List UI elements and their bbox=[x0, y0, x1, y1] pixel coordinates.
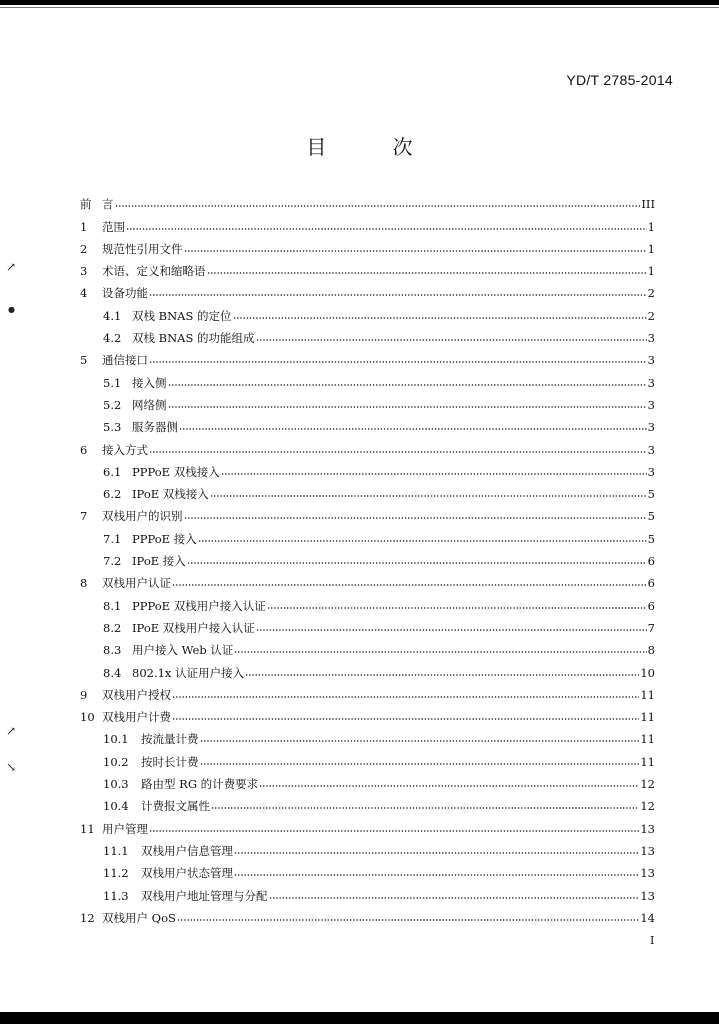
toc-entry-label: IPoE 双栈用户接入认证 bbox=[132, 620, 255, 635]
scan-mark: ↗ bbox=[6, 260, 17, 274]
top-thin-rule bbox=[0, 7, 719, 8]
toc-dot-leader bbox=[126, 227, 647, 231]
toc-dot-leader bbox=[233, 316, 647, 320]
toc-entry-number: 8.1 bbox=[103, 598, 122, 613]
toc-entry-page: 11 bbox=[640, 732, 655, 747]
toc-entry-page: 3 bbox=[647, 420, 655, 435]
toc-entry-label: IPoE 双栈接入 bbox=[132, 487, 209, 502]
toc-entry-number: 9 bbox=[80, 687, 88, 702]
toc-dot-leader bbox=[267, 606, 647, 610]
toc-entry-page: 7 bbox=[647, 620, 655, 635]
toc-entry[interactable] bbox=[80, 813, 655, 835]
toc-entry-page: 3 bbox=[647, 464, 655, 479]
toc-entry[interactable] bbox=[80, 568, 655, 590]
toc-entry-number: 5.1 bbox=[103, 375, 122, 390]
page-title: 目 次 bbox=[306, 135, 443, 159]
toc-dot-leader bbox=[234, 650, 646, 654]
toc-entry[interactable] bbox=[80, 390, 655, 412]
toc-entry-number: 8 bbox=[80, 576, 88, 591]
toc-dot-leader bbox=[184, 516, 647, 520]
toc-entry-number: 前 bbox=[80, 197, 92, 212]
toc-entry-page: 6 bbox=[647, 598, 655, 613]
toc-entry-page: 2 bbox=[647, 308, 655, 323]
toc-entry[interactable] bbox=[80, 479, 655, 501]
toc-entry-label: 双栈用户的识别 bbox=[102, 509, 183, 524]
toc-entry[interactable] bbox=[80, 880, 655, 902]
toc-entry[interactable] bbox=[80, 211, 655, 233]
toc-entry-page: 3 bbox=[647, 353, 655, 368]
toc-entry-label: PPPoE 接入 bbox=[132, 531, 197, 546]
toc-entry-number: 12 bbox=[80, 910, 95, 925]
toc-dot-leader bbox=[149, 293, 647, 297]
toc-entry-page: 13 bbox=[640, 866, 655, 881]
toc-dot-leader bbox=[168, 405, 647, 409]
toc-entry[interactable] bbox=[80, 746, 655, 768]
toc-dot-leader bbox=[179, 427, 647, 431]
toc-dot-leader bbox=[149, 829, 639, 833]
toc-entry-page: 13 bbox=[640, 843, 655, 858]
bottom-border-rule bbox=[0, 1012, 719, 1024]
toc-entry-number: 10.4 bbox=[103, 799, 129, 814]
toc-dot-leader bbox=[187, 561, 647, 565]
toc-entry[interactable] bbox=[80, 702, 655, 724]
toc-dot-leader bbox=[184, 249, 647, 253]
toc-dot-leader bbox=[172, 583, 647, 587]
toc-dot-leader bbox=[177, 918, 639, 922]
toc-entry[interactable] bbox=[80, 457, 655, 479]
toc-entry-number: 10.2 bbox=[103, 754, 129, 769]
toc-dot-leader bbox=[210, 494, 647, 498]
toc-entry-label: 双栈用户 QoS bbox=[102, 910, 176, 925]
table-of-contents bbox=[80, 189, 655, 925]
toc-entry[interactable] bbox=[80, 836, 655, 858]
toc-entry[interactable] bbox=[80, 278, 655, 300]
toc-entry[interactable] bbox=[80, 769, 655, 791]
toc-entry-number: 11.2 bbox=[103, 866, 129, 881]
toc-dot-leader bbox=[115, 204, 641, 208]
toc-entry-number: 7.2 bbox=[103, 554, 122, 569]
toc-entry-label: 按时长计费 bbox=[141, 754, 199, 769]
toc-entry-page: 1 bbox=[647, 264, 655, 279]
toc-dot-leader bbox=[172, 695, 639, 699]
toc-entry-label: PPPoE 双栈用户接入认证 bbox=[132, 598, 266, 613]
toc-dot-leader bbox=[259, 784, 639, 788]
toc-entry-page: 13 bbox=[640, 821, 655, 836]
toc-entry-label: 按流量计费 bbox=[141, 732, 199, 747]
toc-entry-label: 双栈用户认证 bbox=[102, 576, 171, 591]
toc-entry-label: 双栈用户计费 bbox=[102, 710, 171, 725]
toc-entry-number: 1 bbox=[80, 219, 88, 234]
toc-entry-label: 规范性引用文件 bbox=[102, 241, 183, 256]
toc-entry-number: 3 bbox=[80, 264, 88, 279]
toc-entry[interactable] bbox=[80, 345, 655, 367]
toc-entry[interactable] bbox=[80, 657, 655, 679]
toc-entry-number: 5 bbox=[80, 353, 88, 368]
toc-entry-number: 6 bbox=[80, 442, 88, 457]
toc-entry-number: 2 bbox=[80, 241, 88, 256]
toc-entry-number: 6.2 bbox=[103, 487, 122, 502]
toc-dot-leader bbox=[200, 739, 640, 743]
toc-entry[interactable] bbox=[80, 791, 655, 813]
toc-entry-label: 用户接入 Web 认证 bbox=[132, 643, 234, 658]
toc-entry-page: 10 bbox=[640, 665, 655, 680]
standard-number: YD/T 2785-2014 bbox=[566, 72, 673, 88]
toc-entry-number: 11.1 bbox=[103, 843, 129, 858]
toc-entry-page: 3 bbox=[647, 442, 655, 457]
toc-entry-label: 双栈用户状态管理 bbox=[141, 866, 233, 881]
toc-entry-number: 4 bbox=[80, 286, 88, 301]
toc-entry-page: 11 bbox=[640, 710, 655, 725]
toc-entry-page: 11 bbox=[640, 687, 655, 702]
toc-entry-label: 计费报文属性 bbox=[141, 799, 210, 814]
toc-dot-leader bbox=[211, 806, 639, 810]
toc-dot-leader bbox=[172, 717, 639, 721]
toc-entry-page: 2 bbox=[647, 286, 655, 301]
toc-entry-number: 5.3 bbox=[103, 420, 122, 435]
toc-dot-leader bbox=[234, 873, 639, 877]
scan-mark: ↗ bbox=[6, 724, 17, 738]
toc-entry[interactable] bbox=[80, 613, 655, 635]
toc-entry-number: 11.3 bbox=[103, 888, 129, 903]
toc-entry[interactable] bbox=[80, 300, 655, 322]
toc-entry-page: 14 bbox=[640, 910, 655, 925]
toc-dot-leader bbox=[198, 539, 647, 543]
toc-entry[interactable] bbox=[80, 546, 655, 568]
toc-entry-page: 6 bbox=[647, 554, 655, 569]
toc-entry-label: 双栈用户地址管理与分配 bbox=[141, 888, 268, 903]
toc-entry-number: 11 bbox=[80, 821, 95, 836]
toc-entry-page: 5 bbox=[647, 531, 655, 546]
toc-entry-page: 5 bbox=[647, 509, 655, 524]
toc-entry-page: 1 bbox=[647, 219, 655, 234]
scan-mark: ● bbox=[8, 305, 15, 314]
toc-entry[interactable] bbox=[80, 635, 655, 657]
toc-entry-label: 双栈 BNAS 的定位 bbox=[132, 308, 232, 323]
toc-entry[interactable] bbox=[80, 367, 655, 389]
toc-entry-number: 6.1 bbox=[103, 464, 122, 479]
toc-entry-label: 双栈用户授权 bbox=[102, 687, 171, 702]
toc-entry-label: 网络侧 bbox=[132, 397, 167, 412]
toc-dot-leader bbox=[256, 338, 647, 342]
page-folio: I bbox=[650, 934, 655, 947]
toc-entry-label: 接入侧 bbox=[132, 375, 167, 390]
toc-entry-page: 11 bbox=[640, 754, 655, 769]
toc-entry[interactable] bbox=[80, 590, 655, 612]
toc-entry-page: 8 bbox=[647, 643, 655, 658]
toc-entry-page: 5 bbox=[647, 487, 655, 502]
toc-entry-label: 双栈用户信息管理 bbox=[141, 843, 233, 858]
toc-entry-label: 服务器侧 bbox=[132, 420, 178, 435]
toc-entry-page: 13 bbox=[640, 888, 655, 903]
toc-entry[interactable] bbox=[80, 256, 655, 278]
toc-entry[interactable] bbox=[80, 189, 655, 211]
toc-entry-number: 4.1 bbox=[103, 308, 122, 323]
toc-entry[interactable] bbox=[80, 680, 655, 702]
toc-entry-label: 路由型 RG 的计费要求 bbox=[141, 777, 259, 792]
toc-entry-page: 3 bbox=[647, 397, 655, 412]
toc-entry-label: 术语、定义和缩略语 bbox=[102, 264, 206, 279]
toc-entry-number: 8.2 bbox=[103, 620, 122, 635]
toc-entry-number: 8.4 bbox=[103, 665, 122, 680]
toc-entry-number: 10.3 bbox=[103, 777, 129, 792]
toc-dot-leader bbox=[200, 762, 640, 766]
toc-dot-leader bbox=[234, 851, 639, 855]
toc-entry-page: 3 bbox=[647, 375, 655, 390]
toc-entry-page: 12 bbox=[640, 777, 655, 792]
toc-entry-number: 7.1 bbox=[103, 531, 122, 546]
toc-entry-number: 10 bbox=[80, 710, 95, 725]
toc-entry[interactable] bbox=[80, 234, 655, 256]
toc-entry-number: 10.1 bbox=[103, 732, 129, 747]
toc-dot-leader bbox=[149, 360, 647, 364]
toc-entry-number: 4.2 bbox=[103, 331, 122, 346]
toc-dot-leader bbox=[256, 628, 647, 632]
toc-entry[interactable] bbox=[80, 434, 655, 456]
toc-entry[interactable] bbox=[80, 523, 655, 545]
toc-entry-page: III bbox=[641, 197, 655, 212]
toc-entry[interactable] bbox=[80, 903, 655, 925]
toc-dot-leader bbox=[207, 271, 647, 275]
toc-entry-page: 12 bbox=[640, 799, 655, 814]
toc-entry-label: 用户管理 bbox=[102, 821, 148, 836]
toc-entry-label: 范围 bbox=[102, 219, 125, 234]
toc-entry[interactable] bbox=[80, 323, 655, 345]
toc-entry-number: 8.3 bbox=[103, 643, 122, 658]
toc-entry-page: 3 bbox=[647, 331, 655, 346]
toc-entry[interactable] bbox=[80, 858, 655, 880]
toc-entry[interactable] bbox=[80, 412, 655, 434]
toc-entry[interactable] bbox=[80, 501, 655, 523]
toc-entry-label: 802.1x 认证用户接入 bbox=[132, 665, 245, 680]
toc-entry-label: 接入方式 bbox=[102, 442, 148, 457]
toc-entry-label: 言 bbox=[102, 197, 114, 212]
toc-dot-leader bbox=[269, 896, 640, 900]
toc-entry-label: 设备功能 bbox=[102, 286, 148, 301]
toc-entry-page: 6 bbox=[647, 576, 655, 591]
toc-entry-label: PPPoE 双栈接入 bbox=[132, 464, 220, 479]
toc-dot-leader bbox=[168, 383, 647, 387]
toc-entry[interactable] bbox=[80, 724, 655, 746]
toc-entry-label: 通信接口 bbox=[102, 353, 148, 368]
toc-entry-number: 7 bbox=[80, 509, 88, 524]
scan-mark: ↘ bbox=[6, 760, 17, 774]
toc-entry-page: 1 bbox=[647, 241, 655, 256]
toc-dot-leader bbox=[149, 450, 647, 454]
toc-dot-leader bbox=[245, 673, 639, 677]
toc-entry-number: 5.2 bbox=[103, 397, 122, 412]
top-border-rule bbox=[0, 0, 719, 5]
toc-entry-label: 双栈 BNAS 的功能组成 bbox=[132, 331, 255, 346]
toc-dot-leader bbox=[221, 472, 647, 476]
toc-entry-label: IPoE 接入 bbox=[132, 554, 186, 569]
